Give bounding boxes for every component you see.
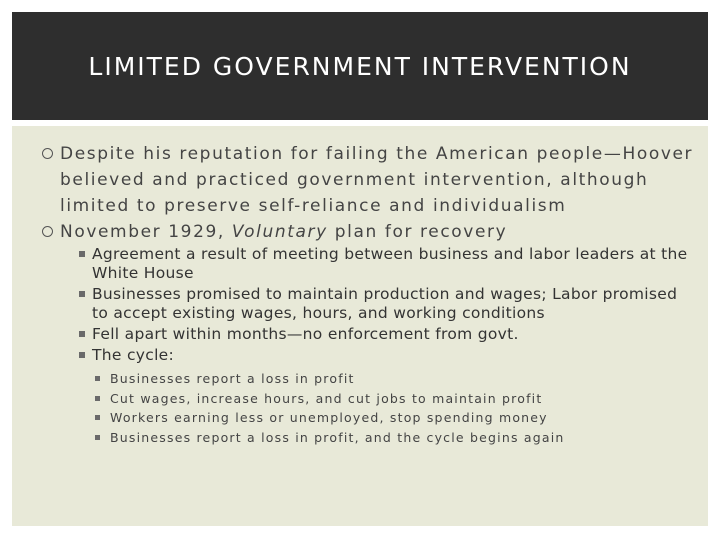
cycle-step (95, 369, 696, 389)
square-bullet-icon (79, 352, 85, 358)
cycle-step-text: Businesses report a loss in profit, and the cycle begins again (110, 429, 565, 445)
hollow-circle-icon (42, 148, 53, 159)
cycle-step (95, 408, 696, 428)
sub-bullet-text: The cycle: (92, 346, 175, 364)
sub-bullet-text: Fell apart within months—no enforcement from govt. (92, 325, 519, 343)
bullet-hoover-intervention (42, 141, 696, 219)
hollow-circle-icon (42, 226, 53, 237)
bullet-voluntary-plan (42, 219, 696, 245)
sub-bullet-agreement (79, 245, 696, 283)
square-bullet-icon (79, 331, 85, 337)
square-bullet-icon (95, 376, 100, 381)
bullet-text: Despite his reputation for failing the American people—Hoover believed and practiced government intervention, although limited to preserve self-reliance and individualism (60, 144, 694, 216)
square-bullet-icon (79, 291, 85, 297)
cycle-step (95, 428, 696, 448)
sub-bullet-text: Agreement a result of meeting between business and labor leaders at the White House (92, 245, 688, 282)
cycle-list (79, 369, 696, 447)
cycle-step-text: Businesses report a loss in profit (110, 371, 355, 386)
sub-bullet-cycle (79, 346, 696, 365)
bullet-text-after: plan for recovery (327, 222, 508, 242)
square-bullet-icon (95, 396, 100, 401)
title-bar (12, 12, 708, 120)
square-bullet-icon (95, 435, 100, 440)
bullet-text-before: November 1929, (60, 222, 232, 242)
sub-bullet-promises (79, 285, 696, 323)
sub-bullet-fell-apart (79, 325, 696, 344)
sub-bullet-list (42, 245, 696, 447)
sub-bullet-text: Businesses promised to maintain production and wages; Labor promised to accept existing wages, hours, and working conditions (92, 285, 678, 322)
content-area (12, 126, 708, 526)
bullet-text-italic: Voluntary (231, 222, 328, 242)
square-bullet-icon (79, 251, 85, 257)
cycle-step-text: Cut wages, increase hours, and cut jobs to maintain profit (110, 390, 543, 406)
cycle-step-text: Workers earning less or unemployed, stop spending money (110, 410, 548, 425)
cycle-step (95, 389, 696, 409)
slide-title: LIMITED GOVERNMENT INTERVENTION (88, 51, 632, 81)
square-bullet-icon (95, 415, 100, 420)
